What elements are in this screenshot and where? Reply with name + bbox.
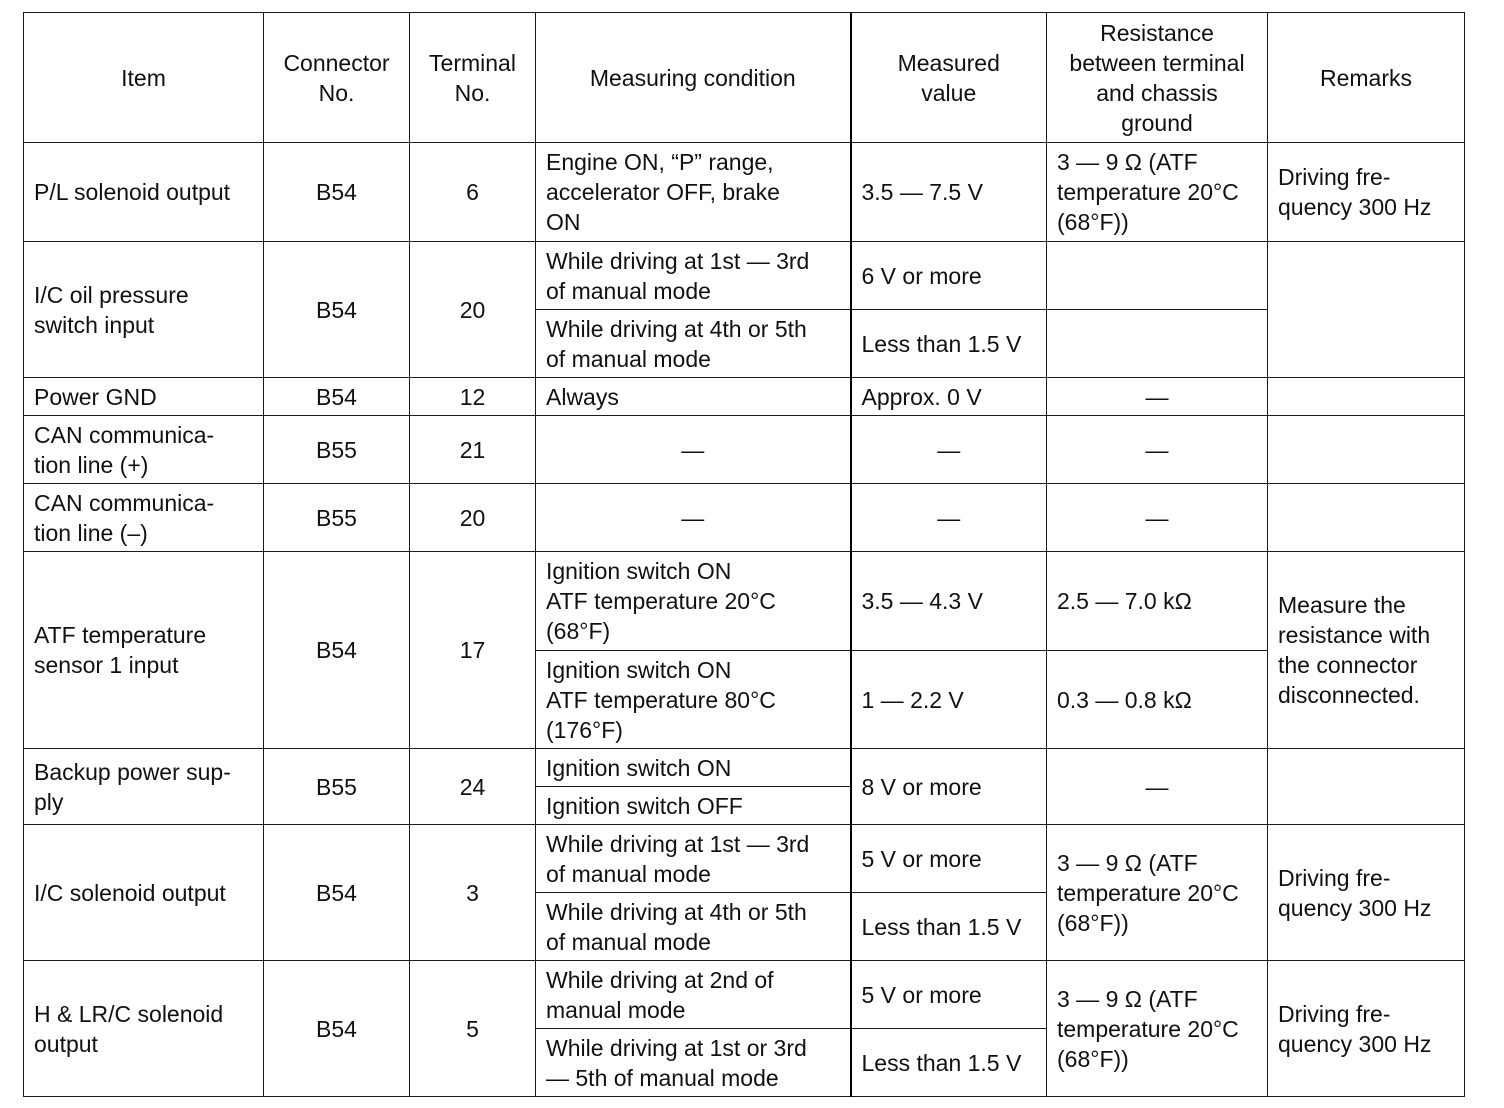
item-cell: CAN communica- tion line (+) [24, 416, 264, 484]
connector-cell: B54 [264, 961, 410, 1097]
connector-cell: B55 [264, 416, 410, 484]
measured-cell: Less than 1.5 V [851, 893, 1047, 961]
condition-cell: While driving at 4th or 5th of manual mode [536, 893, 851, 961]
table-row [24, 961, 1465, 1029]
header-terminal: Terminal No. [410, 13, 536, 143]
item-cell: P/L solenoid output [24, 143, 264, 242]
terminal-cell: 12 [410, 378, 536, 416]
terminal-cell: 5 [410, 961, 536, 1097]
terminal-cell: 24 [410, 749, 536, 825]
condition-cell: While driving at 1st — 3rd of manual mode [536, 242, 851, 310]
condition-cell: Engine ON, “P” range, accelerator OFF, brake ON [536, 143, 851, 242]
remarks-cell [1268, 416, 1465, 484]
resistance-cell: 2.5 — 7.0 kΩ [1047, 552, 1268, 651]
remarks-cell [1268, 242, 1465, 378]
measured-cell: 8 V or more [851, 749, 1047, 825]
condition-cell: — [536, 416, 851, 484]
item-cell: CAN communica- tion line (–) [24, 484, 264, 552]
item-cell: ATF temperature sensor 1 input [24, 552, 264, 749]
header-connector: Connector No. [264, 13, 410, 143]
condition-cell: Ignition switch ON ATF temperature 20°C (68°F) [536, 552, 851, 651]
condition-cell: Ignition switch OFF [536, 787, 851, 825]
condition-cell: While driving at 1st or 3rd — 5th of manual mode [536, 1029, 851, 1097]
header-condition: Measuring condition [536, 13, 851, 143]
item-cell: Power GND [24, 378, 264, 416]
measured-cell: 5 V or more [851, 825, 1047, 893]
terminal-cell: 20 [410, 242, 536, 378]
connector-cell: B54 [264, 143, 410, 242]
item-cell: I/C oil pressure switch input [24, 242, 264, 378]
connector-cell: B55 [264, 749, 410, 825]
measured-cell: Less than 1.5 V [851, 1029, 1047, 1097]
item-cell: I/C solenoid output [24, 825, 264, 961]
condition-cell: Ignition switch ON ATF temperature 80°C (176°F) [536, 651, 851, 749]
table-row [24, 749, 1465, 787]
resistance-cell: 0.3 — 0.8 kΩ [1047, 651, 1268, 749]
header-resistance: Resistance between terminal and chassis ground [1047, 13, 1268, 143]
table-row [24, 378, 1465, 416]
header-remarks: Remarks [1268, 13, 1465, 143]
measured-cell: 6 V or more [851, 242, 1047, 310]
measured-cell: — [851, 484, 1047, 552]
resistance-cell: — [1047, 484, 1268, 552]
item-cell: Backup power sup- ply [24, 749, 264, 825]
item-cell: H & LR/C solenoid output [24, 961, 264, 1097]
condition-cell: While driving at 4th or 5th of manual mode [536, 310, 851, 378]
remarks-cell [1268, 378, 1465, 416]
connector-cell: B54 [264, 242, 410, 378]
measured-cell: — [851, 416, 1047, 484]
connector-cell: B55 [264, 484, 410, 552]
remarks-cell [1268, 484, 1465, 552]
measured-cell: 3.5 — 4.3 V [851, 552, 1047, 651]
condition-cell: Always [536, 378, 851, 416]
remarks-cell: Measure the resistance with the connector disconnected. [1268, 552, 1465, 749]
table-row [24, 242, 1465, 310]
table-row [24, 484, 1465, 552]
header-item: Item [24, 13, 264, 143]
remarks-cell: Driving fre- quency 300 Hz [1268, 961, 1465, 1097]
remarks-cell: Driving fre- quency 300 Hz [1268, 825, 1465, 961]
terminal-spec-table [23, 12, 1465, 1097]
resistance-cell: — [1047, 416, 1268, 484]
header-row [24, 13, 1465, 143]
resistance-cell: — [1047, 378, 1268, 416]
resistance-cell: — [1047, 749, 1268, 825]
terminal-cell: 17 [410, 552, 536, 749]
condition-cell: — [536, 484, 851, 552]
resistance-cell: 3 — 9 Ω (ATF temperature 20°C (68°F)) [1047, 825, 1268, 961]
measured-cell: 1 — 2.2 V [851, 651, 1047, 749]
resistance-cell: 3 — 9 Ω (ATF temperature 20°C (68°F)) [1047, 143, 1268, 242]
connector-cell: B54 [264, 378, 410, 416]
terminal-cell: 6 [410, 143, 536, 242]
measured-cell: Approx. 0 V [851, 378, 1047, 416]
connector-cell: B54 [264, 825, 410, 961]
remarks-cell: Driving fre- quency 300 Hz [1268, 143, 1465, 242]
terminal-cell: 21 [410, 416, 536, 484]
table-row [24, 825, 1465, 893]
connector-cell: B54 [264, 552, 410, 749]
table-row [24, 552, 1465, 651]
remarks-cell [1268, 749, 1465, 825]
resistance-cell: 3 — 9 Ω (ATF temperature 20°C (68°F)) [1047, 961, 1268, 1097]
terminal-cell: 3 [410, 825, 536, 961]
terminal-cell: 20 [410, 484, 536, 552]
resistance-cell [1047, 242, 1268, 310]
header-measured: Measured value [851, 13, 1047, 143]
measured-cell: Less than 1.5 V [851, 310, 1047, 378]
condition-cell: While driving at 1st — 3rd of manual mode [536, 825, 851, 893]
condition-cell: Ignition switch ON [536, 749, 851, 787]
table-row [24, 143, 1465, 242]
measured-cell: 3.5 — 7.5 V [851, 143, 1047, 242]
condition-cell: While driving at 2nd of manual mode [536, 961, 851, 1029]
table-row [24, 416, 1465, 484]
resistance-cell [1047, 310, 1268, 378]
measured-cell: 5 V or more [851, 961, 1047, 1029]
